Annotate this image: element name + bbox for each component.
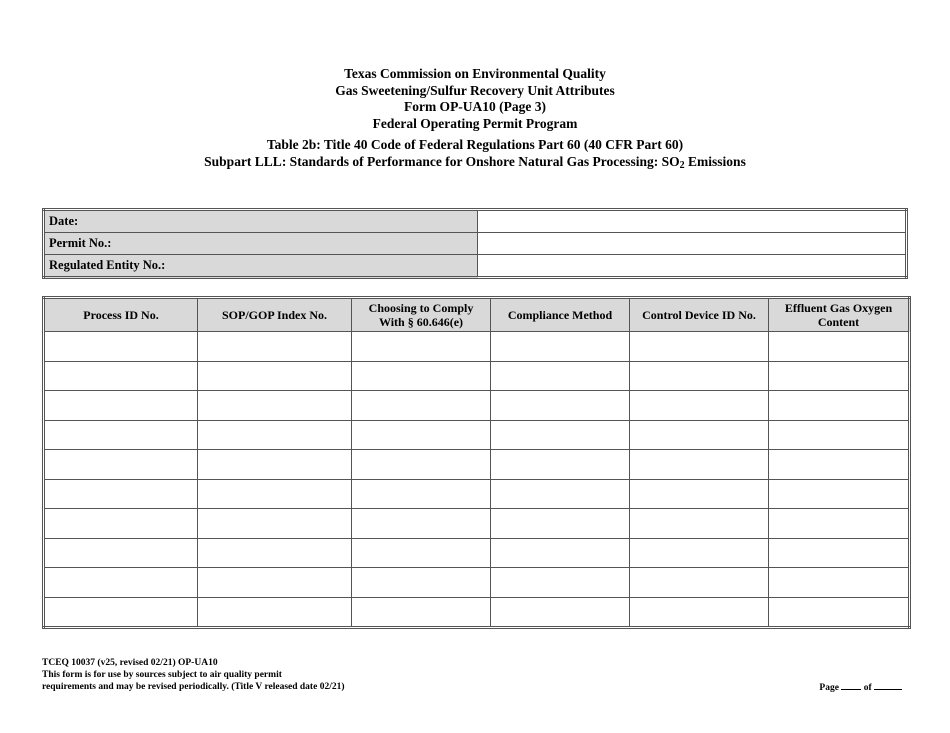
table-cell[interactable]: [352, 538, 491, 568]
table-cell[interactable]: [630, 450, 769, 480]
form-subject: Gas Sweetening/Sulfur Recovery Unit Attributes: [335, 82, 615, 98]
agency-name: Texas Commission on Environmental Quality: [344, 66, 606, 81]
page-label: Page: [819, 683, 839, 693]
column-header: Compliance Method: [491, 298, 630, 332]
table-cell[interactable]: [769, 509, 910, 539]
table-row: [44, 391, 910, 421]
column-header: SOP/GOP Index No.: [198, 298, 352, 332]
permit-info-table: [42, 208, 908, 279]
table-cell[interactable]: [630, 479, 769, 509]
form-id: TCEQ 10037 (v25, revised 02/21) OP-UA10: [42, 658, 218, 668]
table-cell[interactable]: [769, 361, 910, 391]
table-body: [44, 332, 910, 628]
table-cell[interactable]: [769, 450, 910, 480]
column-header: Effluent Gas Oxygen Content: [769, 298, 910, 332]
table-cell[interactable]: [44, 391, 198, 421]
table-cell[interactable]: [769, 479, 910, 509]
subpart-suffix: Emissions: [684, 153, 746, 169]
table-cell[interactable]: [44, 509, 198, 539]
table-cell[interactable]: [769, 391, 910, 421]
table-cell[interactable]: [198, 332, 352, 362]
table-cell[interactable]: [630, 420, 769, 450]
table-cell[interactable]: [352, 420, 491, 450]
table-cell[interactable]: [352, 509, 491, 539]
page-number-field[interactable]: [841, 680, 861, 690]
table-cell[interactable]: [630, 509, 769, 539]
table-cell[interactable]: [352, 568, 491, 598]
table-row: [44, 538, 910, 568]
subpart-prefix: Subpart LLL: Standards of Performance for Onshore Natural Gas Processing: SO: [204, 153, 680, 169]
notice-line-2: requirements and may be revised periodically. (Title V released date 02/21): [42, 682, 345, 692]
form-number: Form OP-UA10 (Page 3): [403, 99, 547, 114]
table-row: [44, 509, 910, 539]
notice-line-1: This form is for use by sources subject to air quality permit: [42, 670, 282, 680]
page-counter: [819, 680, 902, 693]
date-label: Date:: [44, 210, 478, 233]
table-cell[interactable]: [352, 361, 491, 391]
table-cell[interactable]: [769, 597, 910, 628]
table-header-row: [44, 298, 910, 332]
table-cell[interactable]: [198, 509, 352, 539]
table-cell[interactable]: [491, 420, 630, 450]
table-cell[interactable]: [44, 597, 198, 628]
table-cell[interactable]: [630, 391, 769, 421]
table-cell[interactable]: [491, 332, 630, 362]
table-cell[interactable]: [198, 391, 352, 421]
table-cell[interactable]: [769, 538, 910, 568]
table-row: [44, 361, 910, 391]
table-cell[interactable]: [44, 538, 198, 568]
attributes-table: [42, 296, 911, 629]
of-label: of: [863, 683, 872, 693]
entity-field[interactable]: [478, 255, 907, 278]
table-cell[interactable]: [630, 332, 769, 362]
permit-label: Permit No.:: [44, 233, 478, 255]
entity-row: [44, 255, 907, 278]
table-cell[interactable]: [352, 597, 491, 628]
table-cell[interactable]: [630, 568, 769, 598]
table-row: [44, 568, 910, 598]
table-cell[interactable]: [198, 568, 352, 598]
table-cell[interactable]: [352, 450, 491, 480]
table-cell[interactable]: [769, 568, 910, 598]
date-row: [44, 210, 907, 233]
table-row: [44, 420, 910, 450]
permit-row: [44, 233, 907, 255]
footer-info: [42, 657, 345, 693]
table-row: [44, 597, 910, 628]
table-cell[interactable]: [44, 420, 198, 450]
table-cell[interactable]: [491, 391, 630, 421]
table-cell[interactable]: [44, 568, 198, 598]
table-cell[interactable]: [198, 361, 352, 391]
table-cell[interactable]: [491, 597, 630, 628]
table-cell[interactable]: [352, 479, 491, 509]
table-cell[interactable]: [769, 420, 910, 450]
column-header: Control Device ID No.: [630, 298, 769, 332]
date-field[interactable]: [478, 210, 907, 233]
table-cell[interactable]: [198, 538, 352, 568]
program-name: Federal Operating Permit Program: [372, 115, 578, 131]
page-total-field[interactable]: [874, 680, 902, 690]
table-cell[interactable]: [44, 479, 198, 509]
table-cell[interactable]: [630, 538, 769, 568]
table-cell[interactable]: [769, 332, 910, 362]
table-cell[interactable]: [198, 597, 352, 628]
table-cell[interactable]: [44, 450, 198, 480]
table-cell[interactable]: [44, 332, 198, 362]
table-cell[interactable]: [44, 361, 198, 391]
table-cell[interactable]: [630, 597, 769, 628]
table-cell[interactable]: [491, 479, 630, 509]
table-cell[interactable]: [491, 538, 630, 568]
table-row: [44, 450, 910, 480]
subpart-subscript: 2: [679, 159, 685, 171]
column-header: Choosing to Comply With § 60.646(e): [352, 298, 491, 332]
table-cell[interactable]: [198, 479, 352, 509]
table-cell[interactable]: [491, 361, 630, 391]
table-cell[interactable]: [198, 450, 352, 480]
table-title: Table 2b: Title 40 Code of Federal Regulations Part 60 (40 CFR Part 60): [266, 137, 684, 152]
form-header: [0, 66, 950, 174]
permit-field[interactable]: [478, 233, 907, 255]
table-cell[interactable]: [630, 361, 769, 391]
table-cell[interactable]: [491, 509, 630, 539]
subpart-title: [0, 154, 950, 175]
table-cell[interactable]: [491, 450, 630, 480]
table-cell[interactable]: [198, 420, 352, 450]
column-header: Process ID No.: [44, 298, 198, 332]
table-cell[interactable]: [352, 391, 491, 421]
table-cell[interactable]: [352, 332, 491, 362]
table-cell[interactable]: [491, 568, 630, 598]
table-row: [44, 332, 910, 362]
table-row: [44, 479, 910, 509]
entity-label: Regulated Entity No.:: [44, 255, 478, 278]
